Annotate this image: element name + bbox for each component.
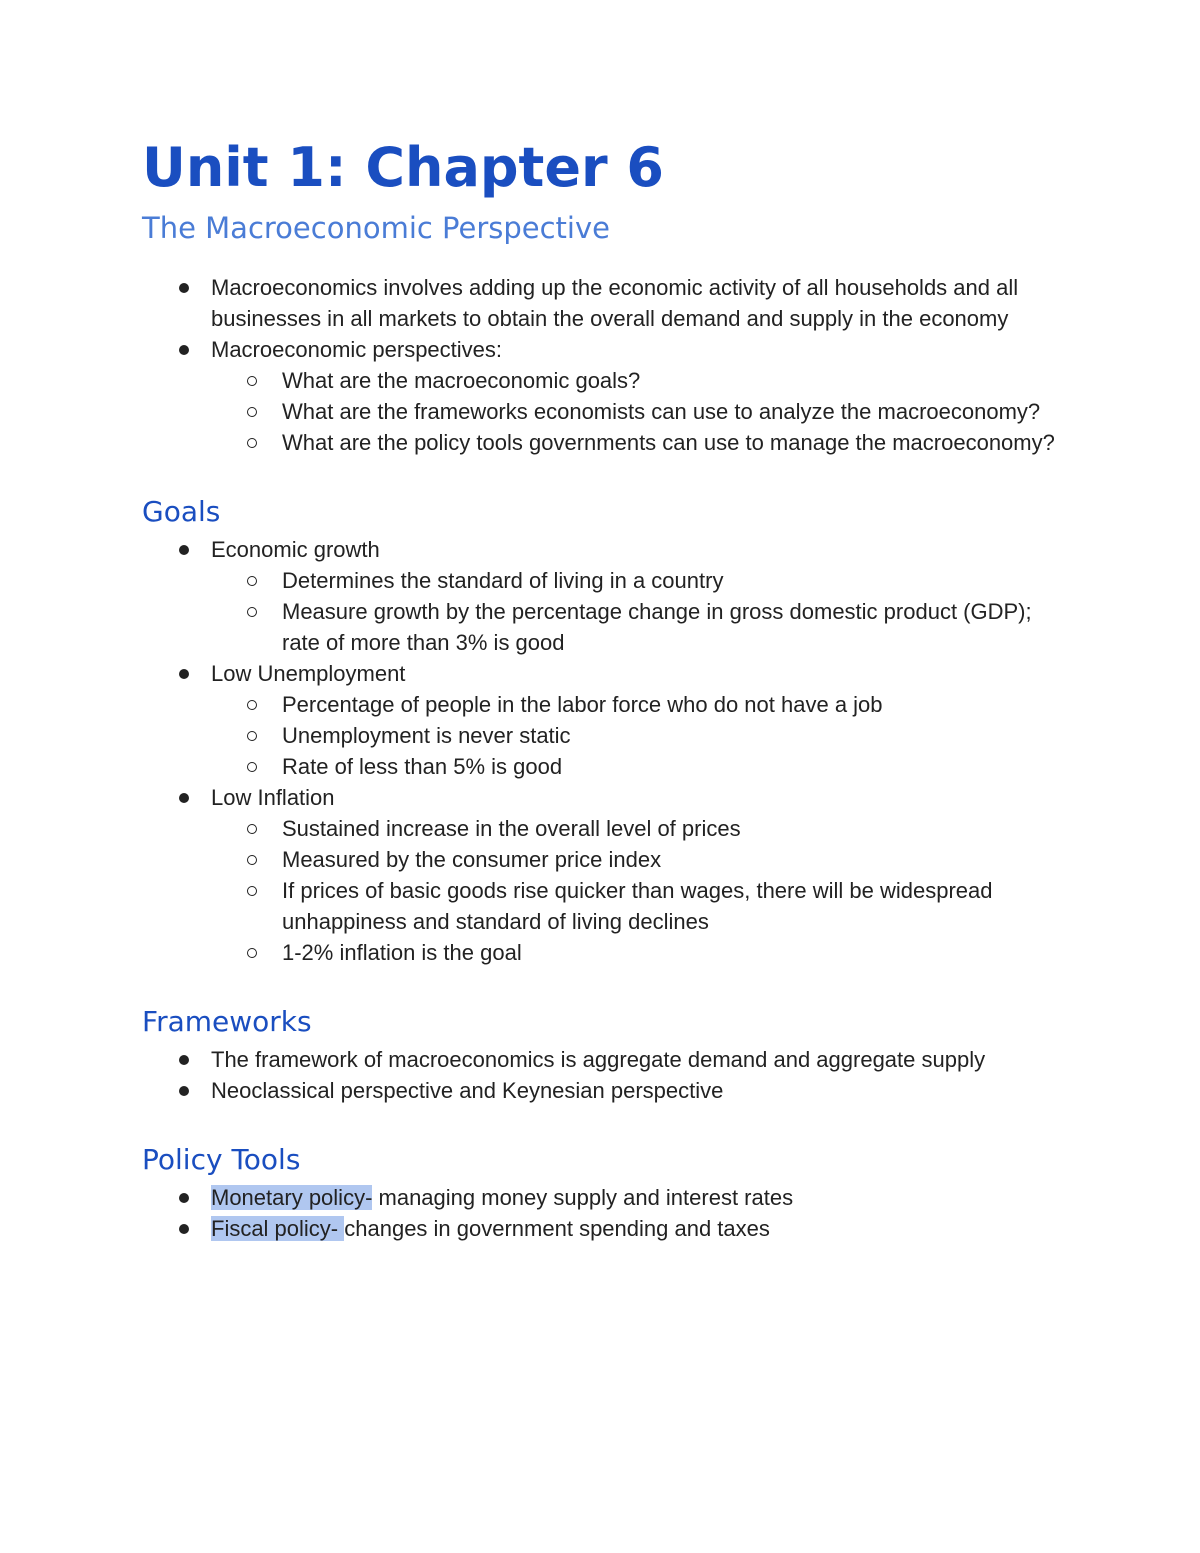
sub-list-item — [211, 565, 1062, 596]
hollow-bullet-icon — [247, 948, 257, 958]
list-item — [142, 1075, 1062, 1106]
list-item-text: The framework of macroeconomics is aggregate demand and aggregate supply — [211, 1047, 986, 1072]
list-item — [142, 782, 1062, 968]
frameworks-list — [142, 1044, 1062, 1106]
hollow-bullet-icon — [247, 607, 257, 617]
sub-list-item-text: Percentage of people in the labor force who do not have a job — [282, 692, 883, 717]
list-item-text: Economic growth — [211, 537, 380, 562]
filled-bullet-icon — [179, 1224, 189, 1234]
list-item — [142, 1182, 1062, 1213]
list-item-text: Neoclassical perspective and Keynesian perspective — [211, 1078, 724, 1103]
hollow-bullet-icon — [247, 824, 257, 834]
list-item-text: Low Unemployment — [211, 661, 406, 686]
hollow-bullet-icon — [247, 438, 257, 448]
highlighted-term: Monetary policy- — [211, 1185, 373, 1210]
highlighted-term: Fiscal policy- — [211, 1216, 345, 1241]
list-item — [142, 658, 1062, 782]
goals-list — [142, 534, 1062, 968]
sub-list-item-text: Measure growth by the percentage change in gross domestic product (GDP); rate of more than 3% is good — [282, 599, 1032, 655]
sub-list-item — [211, 365, 1062, 396]
list-item — [142, 1044, 1062, 1075]
list-item — [142, 272, 1062, 334]
filled-bullet-icon — [179, 793, 189, 803]
sub-list-item — [211, 596, 1062, 658]
filled-bullet-icon — [179, 345, 189, 355]
list-item-text: Low Inflation — [211, 785, 335, 810]
hollow-bullet-icon — [247, 576, 257, 586]
filled-bullet-icon — [179, 1193, 189, 1203]
document-title: Unit 1: Chapter 6 — [142, 136, 664, 199]
sub-list-item-text: Determines the standard of living in a country — [282, 568, 724, 593]
document-subtitle: The Macroeconomic Perspective — [142, 211, 610, 245]
filled-bullet-icon — [179, 545, 189, 555]
policy-tools-list — [142, 1182, 1062, 1244]
hollow-bullet-icon — [247, 407, 257, 417]
hollow-bullet-icon — [247, 700, 257, 710]
goals-heading: Goals — [142, 495, 221, 528]
sub-list-item-text: What are the frameworks economists can use to analyze the macroeconomy? — [282, 399, 1041, 424]
intro-list — [142, 272, 1062, 458]
document-page — [142, 130, 1062, 1244]
sub-list-item — [211, 396, 1062, 427]
sub-list-item — [211, 689, 1062, 720]
filled-bullet-icon — [179, 283, 189, 293]
sub-list-item — [211, 813, 1062, 844]
sub-list-item — [211, 751, 1062, 782]
sub-list — [211, 689, 1062, 782]
hollow-bullet-icon — [247, 886, 257, 896]
sub-list-item-text: Measured by the consumer price index — [282, 847, 662, 872]
list-item — [142, 334, 1062, 458]
sub-list-item-text: If prices of basic goods rise quicker than wages, there will be widespread unhappiness and standard of living declines — [282, 878, 993, 934]
hollow-bullet-icon — [247, 855, 257, 865]
sub-list-item — [211, 937, 1062, 968]
frameworks-heading: Frameworks — [142, 1005, 312, 1038]
hollow-bullet-icon — [247, 376, 257, 386]
list-item-text: managing money supply and interest rates — [372, 1185, 794, 1210]
list-item-text: changes in government spending and taxes — [344, 1216, 770, 1241]
sub-list — [211, 365, 1062, 458]
list-item — [142, 534, 1062, 658]
filled-bullet-icon — [179, 1055, 189, 1065]
filled-bullet-icon — [179, 669, 189, 679]
list-item-text: Macroeconomics involves adding up the economic activity of all households and all businesses in all markets to obtain the overall demand and supply in the economy — [211, 275, 1019, 331]
sub-list-item — [211, 720, 1062, 751]
list-item-text: Macroeconomic perspectives: — [211, 337, 503, 362]
sub-list-item-text: Rate of less than 5% is good — [282, 754, 563, 779]
sub-list-item-text: 1-2% inflation is the goal — [282, 940, 522, 965]
sub-list — [211, 813, 1062, 968]
sub-list-item-text: Unemployment is never static — [282, 723, 571, 748]
sub-list-item-text: What are the macroeconomic goals? — [282, 368, 641, 393]
sub-list — [211, 565, 1062, 658]
filled-bullet-icon — [179, 1086, 189, 1096]
hollow-bullet-icon — [247, 762, 257, 772]
sub-list-item-text: What are the policy tools governments can use to manage the macroeconomy? — [282, 430, 1055, 455]
list-item — [142, 1213, 1062, 1244]
hollow-bullet-icon — [247, 731, 257, 741]
sub-list-item — [211, 844, 1062, 875]
policy-tools-heading: Policy Tools — [142, 1143, 301, 1176]
sub-list-item — [211, 875, 1062, 937]
sub-list-item — [211, 427, 1062, 458]
sub-list-item-text: Sustained increase in the overall level of prices — [282, 816, 741, 841]
